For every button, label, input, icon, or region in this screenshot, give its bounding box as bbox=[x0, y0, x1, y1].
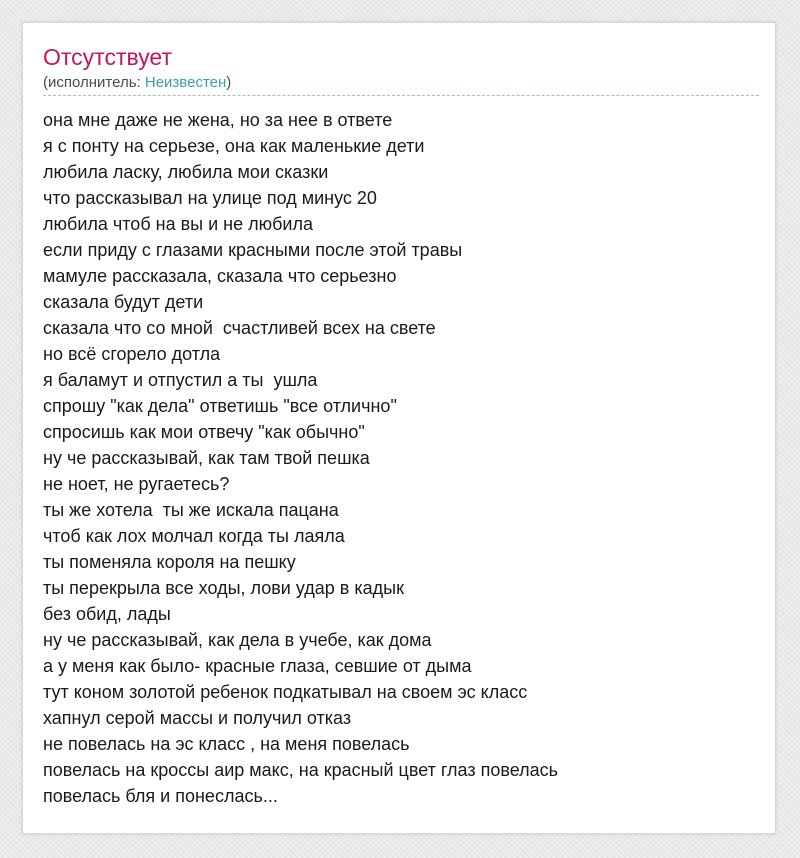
lyric-line: но всё сгорело дотла bbox=[43, 344, 221, 364]
lyric-line: без обид, лады bbox=[43, 604, 171, 624]
lyric-line: чтоб как лох молчал когда ты лаяла bbox=[43, 526, 345, 546]
lyric-line: если приду с глазами красными после этой травы bbox=[43, 240, 463, 260]
lyric-line: я с понту на серьезе, она как маленькие дети bbox=[43, 136, 425, 156]
lyric-line: мамуле рассказала, сказала что серьезно bbox=[43, 266, 397, 286]
lyric-line: любила чтоб на вы и не любила bbox=[43, 214, 313, 234]
lyric-line: тут коном золотой ребенок подкатывал на своем эс класс bbox=[43, 682, 528, 702]
artist-link[interactable]: Неизвестен bbox=[144, 74, 227, 91]
lyric-line: ну че рассказывай, как там твой пешка bbox=[43, 448, 370, 468]
lyric-line: спросишь как мои отвечу "как обычно" bbox=[43, 422, 365, 442]
artist-suffix: ) bbox=[226, 74, 232, 91]
lyric-line: не ноет, не ругаетесь? bbox=[43, 474, 230, 494]
lyric-line: любила ласку, любила мои сказки bbox=[43, 162, 329, 182]
lyrics-card bbox=[22, 22, 776, 834]
lyric-line: я баламут и отпустил а ты ушла bbox=[43, 370, 318, 390]
lyric-line: ты перекрыла все ходы, лови удар в кадык bbox=[43, 578, 404, 598]
lyric-line: сказала будут дети bbox=[43, 292, 204, 312]
lyric-line: она мне даже не жена, но за нее в ответе bbox=[43, 110, 393, 130]
lyric-line: ну че рассказывай, как дела в учебе, как дома bbox=[43, 630, 432, 650]
lyric-line: повелась на кроссы аир макс, на красный цвет глаз повелась bbox=[43, 760, 559, 780]
lyric-line: сказала что со мной счастливей всех на свете bbox=[43, 318, 436, 338]
lyric-line: спрошу "как дела" ответишь "все отлично" bbox=[43, 396, 397, 416]
lyric-line: ты же хотела ты же искала пацана bbox=[43, 500, 339, 520]
lyric-line: повелась бля и понеслась... bbox=[43, 786, 278, 806]
lyric-line: что рассказывал на улице под минус 20 bbox=[43, 188, 377, 208]
lyric-line: ты поменяла короля на пешку bbox=[43, 552, 296, 572]
lyrics-text bbox=[43, 107, 759, 809]
artist-line bbox=[43, 73, 759, 93]
lyric-line: а у меня как было- красные глаза, севшие от дыма bbox=[43, 656, 472, 676]
lyric-line: не повелась на эс класс , на меня повелась bbox=[43, 734, 410, 754]
artist-prefix: (исполнитель: bbox=[43, 74, 145, 91]
song-header bbox=[43, 43, 759, 96]
song-title: Отсутствует bbox=[43, 44, 172, 70]
lyric-line: хапнул серой массы и получил отказ bbox=[43, 708, 352, 728]
